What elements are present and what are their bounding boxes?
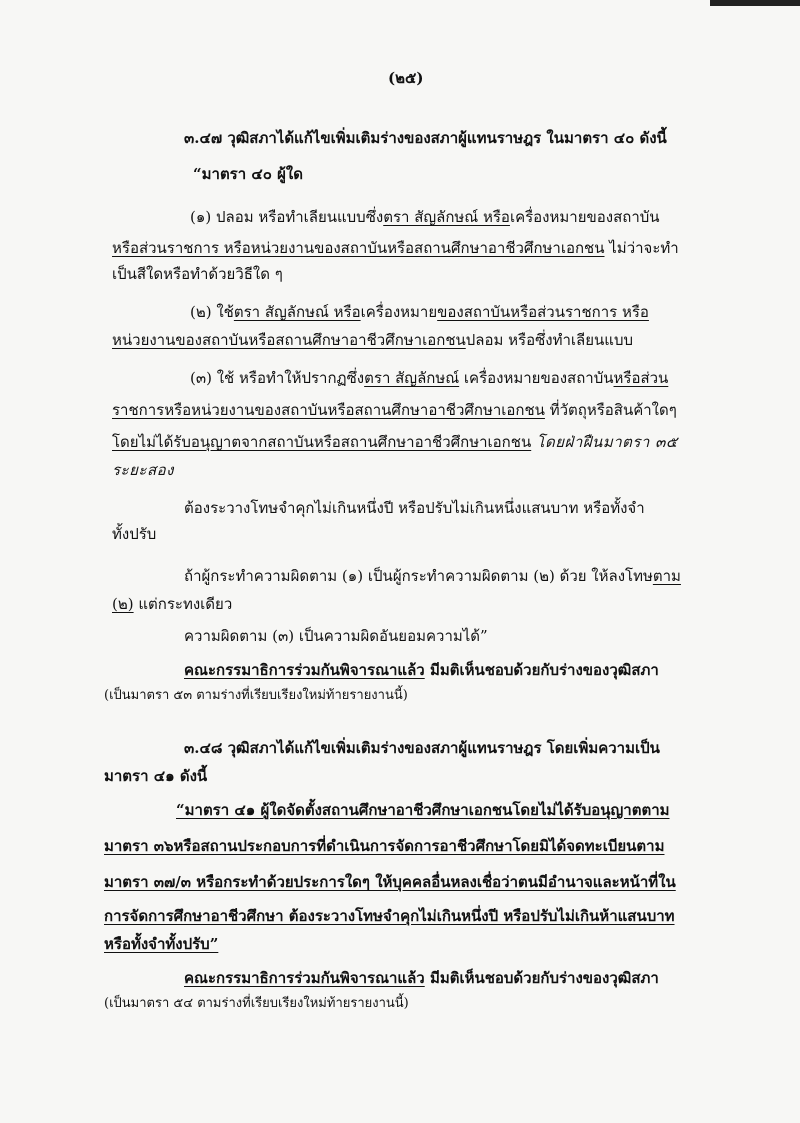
repeat-offense-line-2 xyxy=(112,594,232,614)
underlined-run: หรือส่วน xyxy=(613,369,669,387)
compoundable-offense: ความผิดตาม (๓) เป็นความผิดอันยอมความได้” xyxy=(184,627,488,645)
section-41-line-3: มาตรา ๓๗/๓ หรือกระทำด้วยประการใดๆ ให้บุคคลอื่นหลงเชื่อว่าตนมีอำนาจและหน้าที่ใน xyxy=(104,873,676,891)
item-2-line-2 xyxy=(112,330,633,350)
committee-resolution-348 xyxy=(184,968,659,988)
struck-run: โดยฝ่าฝืนมาตรา ๓๕ xyxy=(531,433,678,451)
underlined-run: ตรา สัญลักษณ์ xyxy=(364,369,460,387)
underlined-run: ตรา สัญลักษณ์ หรือ xyxy=(233,303,361,321)
underlined-run: ตรา สัญลักษณ์ หรือ xyxy=(383,208,510,226)
underlined-run: หน่วยงานของสถาบันหรือสถานศึกษาอาชีวศึกษาเอกชน xyxy=(112,331,466,349)
section-41-line-2: มาตรา ๓๖หรือสถานประกอบการที่ดำเนินการจัดการอาชีวศึกษาโดยมิได้จดทะเบียนตาม xyxy=(104,837,665,855)
underlined-run: (๒) xyxy=(112,595,134,613)
section-348-note: (เป็นมาตรา ๕๔ ตามร่างที่เรียบเรียงใหม่ท้ายรายงานนี้) xyxy=(104,996,409,1011)
item-2-line-1 xyxy=(190,302,649,322)
section-347-note: (เป็นมาตรา ๕๓ ตามร่างที่เรียบเรียงใหม่ท้ายรายงานนี้) xyxy=(104,688,408,703)
item-3-line-3 xyxy=(112,432,678,452)
item-1-line-2 xyxy=(112,238,679,258)
text-run: มีมติเห็นชอบด้วยกับร่างของวุฒิสภา xyxy=(424,661,659,679)
text-run: แต่กระทงเดียว xyxy=(133,595,233,613)
underlined-run: ราชการหรือหน่วยงานของสถาบันหรือสถานศึกษาอาชีวศึกษาเอกชน xyxy=(112,401,545,419)
committee-resolution-347 xyxy=(184,660,659,680)
section-348-heading: ๓.๔๘ วุฒิสภาได้แก้ไขเพิ่มเติมร่างของสภาผู้แทนราษฎร โดยเพิ่มความเป็น xyxy=(184,739,660,757)
underlined-run: โดยไม่ได้รับอนุญาตจากสถาบันหรือสถานศึกษาอาชีวศึกษาเอกชน xyxy=(112,433,532,451)
underlined-run: คณะกรรมาธิการร่วมกันพิจารณาแล้ว xyxy=(184,969,425,987)
scan-edge-mark xyxy=(710,0,800,6)
underlined-run: คณะกรรมาธิการร่วมกันพิจารณาแล้ว xyxy=(184,661,425,679)
section-347-heading: ๓.๔๗ วุฒิสภาได้แก้ไขเพิ่มเติมร่างของสภาผู้แทนราษฎร ในมาตรา ๔๐ ดังนี้ xyxy=(184,129,667,147)
text-run: ปลอม หรือซึ่งทำเลียนแบบ xyxy=(465,331,633,349)
penalty-line-2: ทั้งปรับ xyxy=(112,525,157,543)
repeat-offense-line-1 xyxy=(184,566,681,586)
page-number: (๒๕) xyxy=(388,69,424,87)
item-3-line-4: ระยะสอง xyxy=(112,461,174,479)
text-run: เครื่องหมายของสถาบัน xyxy=(459,369,614,387)
section-347-intro: “มาตรา ๔๐ ผู้ใด xyxy=(193,165,303,183)
section-348-heading-line-2: มาตรา ๔๑ ดังนี้ xyxy=(104,767,208,785)
item-3-line-2 xyxy=(112,400,677,420)
text-run: เครื่องหมายของสถาบัน xyxy=(509,208,660,226)
item-1-line-1 xyxy=(190,207,660,227)
text-run: มีมติเห็นชอบด้วยกับร่างของวุฒิสภา xyxy=(424,969,659,987)
text-run: ที่วัตถุหรือสินค้าใดๆ xyxy=(544,401,677,419)
penalty-line-1: ต้องระวางโทษจำคุกไม่เกินหนึ่งปี หรือปรับไม่เกินหนึ่งแสนบาท หรือทั้งจำ xyxy=(184,499,645,517)
section-41-line-5: หรือทั้งจำทั้งปรับ” xyxy=(104,935,219,953)
underlined-run: ของสถาบันหรือส่วนราชการ หรือ xyxy=(437,303,649,321)
underlined-run: ตาม xyxy=(652,567,681,585)
item-3-line-1 xyxy=(190,368,668,388)
text-run: (๒) ใช้ xyxy=(190,303,234,321)
text-run: (๑) ปลอม หรือทำเลียนแบบซึ่ง xyxy=(190,208,384,226)
section-41-line-1: “มาตรา ๔๑ ผู้ใดจัดตั้งสถานศึกษาอาชีวศึกษาเอกชนโดยไม่ได้รับอนุญาตตาม xyxy=(176,801,670,819)
text-run: ไม่ว่าจะทำ xyxy=(604,239,679,257)
text-run: เครื่องหมาย xyxy=(360,303,438,321)
section-41-line-4: การจัดการศึกษาอาชีวศึกษา ต้องระวางโทษจำคุกไม่เกินหนึ่งปี หรือปรับไม่เกินห้าแสนบาท xyxy=(104,907,675,925)
item-1-line-3: เป็นสีใดหรือทำด้วยวิธีใด ๆ xyxy=(112,265,283,283)
underlined-run: หรือส่วนราชการ หรือหน่วยงานของสถาบันหรือสถานศึกษาอาชีวศึกษาเอกชน xyxy=(112,239,605,257)
text-run: (๓) ใช้ หรือทำให้ปรากฏซึ่ง xyxy=(190,369,365,387)
text-run: ถ้าผู้กระทำความผิดตาม (๑) เป็นผู้กระทำความผิดตาม (๒) ด้วย ให้ลงโทษ xyxy=(184,567,653,585)
